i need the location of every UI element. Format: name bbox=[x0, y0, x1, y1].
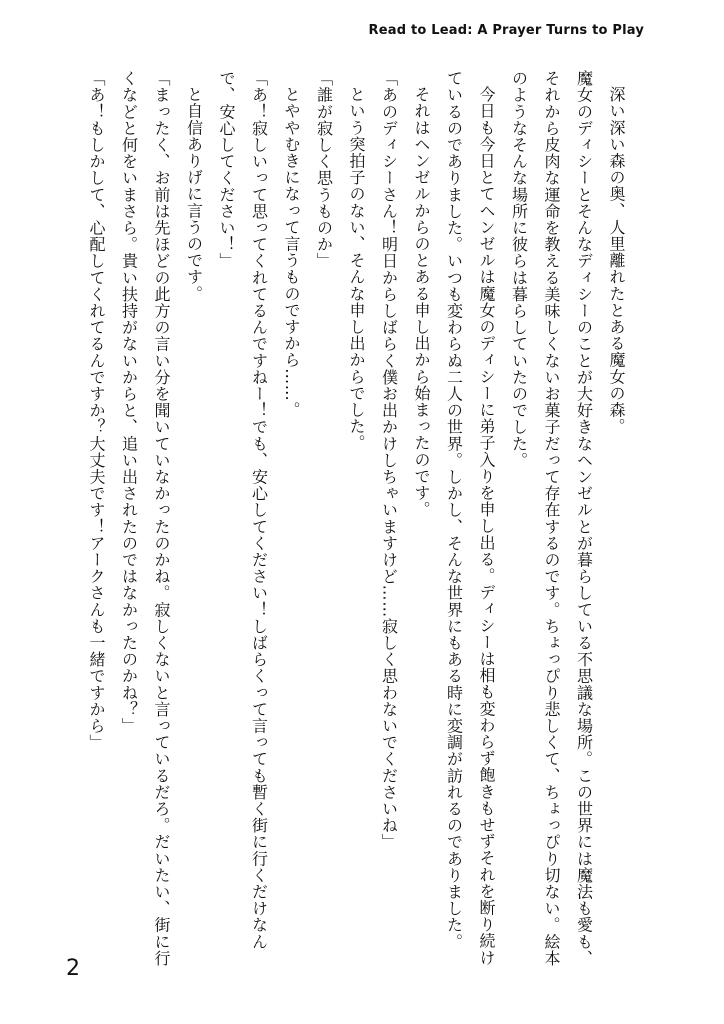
vertical-body-text bbox=[80, 70, 633, 970]
dialogue-3: 「あ！寂しいって思ってくれてるんですねー！でも、安心してください！しばらくって言っても暫く街に行くだけなんで、安心してください！」 bbox=[217, 70, 269, 950]
paragraph-6: とややむきになって言うものですから……。 bbox=[282, 86, 301, 418]
paragraph-7: と自信ありげに言うのです。 bbox=[184, 86, 204, 302]
paragraph-5: という突拍子のない、そんな申し出からでした。 bbox=[347, 86, 366, 452]
paragraph-3: 今日も今日とてヘンゼルは魔女のディシーに弟子入りを申し出る。ディシーは相も変わらず飽きもせずそれを断り続けているのでありました。いつも変わらぬ二人の世界。しかし、そんな世界にもある時に変調が訪れるのでありました。 bbox=[444, 70, 496, 966]
dialogue-1: 「あのディシーさん！明日からしばらく僕お出かけしちゃいますけど……寂しく思わないでくださいね」 bbox=[379, 70, 399, 851]
paragraph-1: 深い深い森の奥、人里離れたとある魔女の森。 bbox=[607, 86, 626, 435]
dialogue-4: 「まったく、お前は先ほどの此方の言い分を聞いていなかったのかね。寂しくないと言っているだろ。だいたい、街に行くなどと何をいまさら。貴い扶持がないからと、追い出されたのではなかったのかね？」 bbox=[119, 70, 171, 967]
dialogue-5: 「あ！もしかして、心配してくれてるんですか？大丈夫です！アークさんも一緒ですから」 bbox=[87, 70, 106, 751]
page-number: 2 bbox=[66, 956, 80, 981]
running-title: Read to Lead: A Prayer Turns to Play bbox=[368, 23, 644, 38]
paragraph-4: それはヘンゼルからのとある申し出から始まったのです。 bbox=[412, 86, 431, 518]
paragraph-2: 魔女のディシーとそんなディシーのことが大好きなヘンゼルとが暮らしている不思議な場所。この世界には魔法も愛も、それから皮肉な運命を教える美味しくないお菓子だって存在するのです。ちょっぴり悲しくて、ちょっぴり切ない。絵本のようなそんな場所に彼らは暮らしていたのでした。 bbox=[509, 70, 594, 967]
dialogue-2: 「誰が寂しく思うものか」 bbox=[314, 70, 334, 270]
